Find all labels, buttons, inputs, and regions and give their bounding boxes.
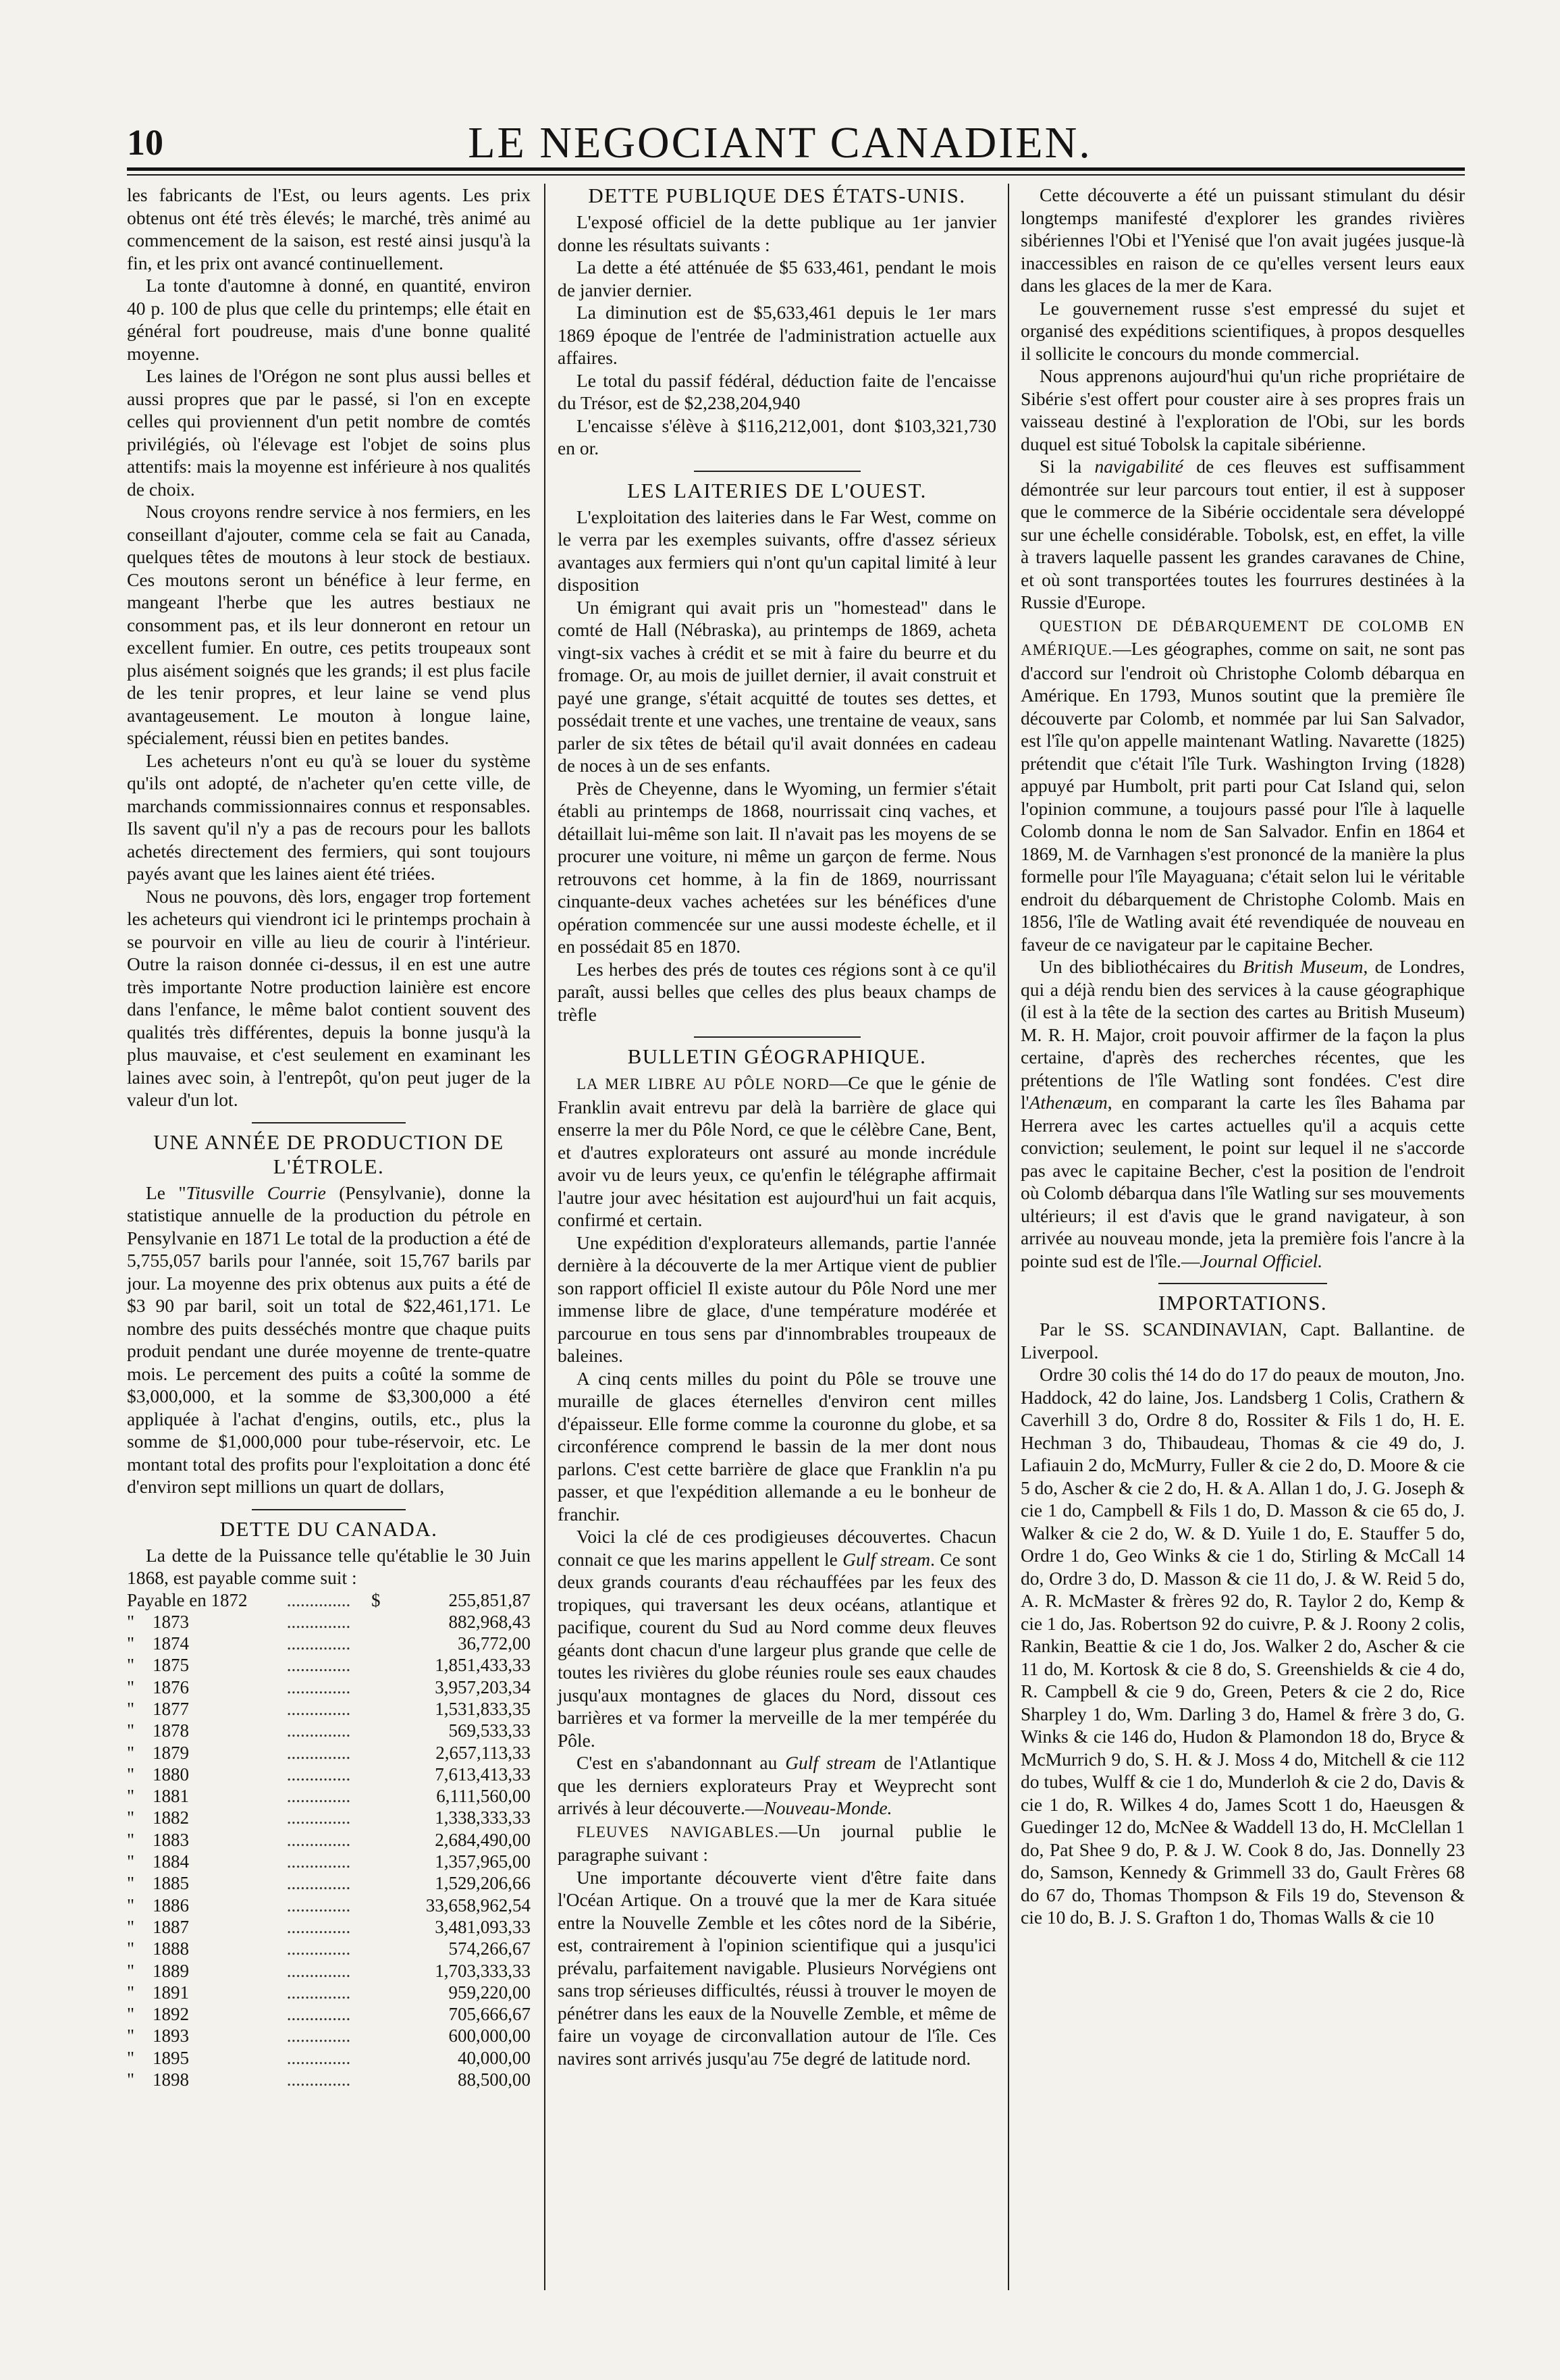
debt-year: " 1898 (127, 2069, 190, 2090)
headline-bulletin: BULLETIN GÉOGRAPHIQUE. (627, 1044, 927, 1068)
debt-currency (371, 1764, 392, 1785)
dot-leader: .............. (286, 2026, 351, 2046)
dot-leader: .............. (286, 1676, 351, 1697)
article-paragraph: les fabricants de l'Est, ou leurs agents. Les prix obtenus ont été très élevés; le marché, très animé au commencement de la saison, est resté ainsi jusqu'à la fin, et les prix ont avancé continuellement. (127, 184, 531, 273)
article-paragraph: Le gouvernement russe s'est empressé du sujet et organisé des expéditions scientifiques, à propos desquelles il sollicite le concours du monde commercial. (1021, 297, 1465, 364)
emphasis: Athenæum (1029, 1092, 1108, 1113)
article-paragraph: Près de Cheyenne, dans le Wyoming, un fermier s'était établi au printemps de 1868, nourrissait cinq vaches, et détaillait lui-même son lait. Il n'avait pas les moyens de se procurer une voiture, ni même un garçon de ferme. Nous retrouvons cet homme, à la fin de 1869, nourrissant cinquante-deux vaches achetées sur les bénéfices d'une opération commencée sur une aussi modeste échelle, et il en possédait 85 en 1870. (558, 777, 996, 957)
text-run: Un des bibliothécaires du (1040, 956, 1243, 977)
text-run: de l'Atlantique que les derniers explorateurs Pray et Weyprecht sont arrivés à leur découverte.— (558, 1752, 996, 1818)
debt-year: " 1893 (127, 2026, 190, 2046)
article-paragraph (1021, 955, 1465, 1272)
article-paragraph (1021, 455, 1465, 614)
debt-currency (371, 1698, 392, 1720)
debt-currency (371, 1807, 392, 1828)
debt-row (127, 1829, 531, 1851)
dot-leader: .............. (286, 1655, 351, 1676)
emphasis: Gulf stream (785, 1752, 876, 1773)
debt-currency (371, 1654, 392, 1676)
article-paragraph: Nous ne pouvons, dès lors, engager trop fortement les acheteurs qui viendront ici le printemps prochain à se pourvoir en ville au lieu de courir à l'intérieur. Outre la raison donnée ci-dessus, il en est une autre très importante Notre production lainière est encore dans l'enfance, le même balot contient souvent des qualités très différentes, depuis la bonne jusqu'à la plus mauvaise, et c'est seulement en examinant les laines avec soin, à l'entrepôt, qu'on peut juger de la valeur d'un lot. (127, 885, 531, 1110)
debt-row (127, 1938, 531, 1959)
debt-currency (371, 2047, 392, 2069)
debt-row (127, 1720, 531, 1741)
debt-currency (371, 2069, 392, 2090)
debt-amount: 1,338,333,33 (435, 1807, 531, 1828)
debt-row (127, 1611, 531, 1633)
debt-year: " 1889 (127, 1960, 190, 1981)
text-run: Le " (146, 1182, 186, 1203)
text-run: —Ce que le génie de Franklin avait entrevu par delà la barrière de glace qui enserre la mer du Pôle Nord, ce que le célèbre Cane, Bent, et d'autres explorateurs ont assuré au monde incrédule avoir vu de leurs yeux, ce qu'enfin le télégraphe affirmait l'autre jour avec hésitation est aujourd'hui un fait acquis, confirmé et certain. (558, 1072, 997, 1230)
debt-currency (371, 1851, 392, 1872)
dot-leader: .............. (286, 1764, 351, 1784)
page-number: 10 (127, 122, 163, 163)
debt-currency (371, 1785, 392, 1807)
header-rule-thick (127, 167, 1465, 171)
text-run: de ces fleuves est suffisamment démontrée sur leur parcours tout entier, il est à supposer que le commerce de la Sibérie occidentale sera développé sur une échelle considérable. Tobolsk, est, en effet, la ville à travers laquelle passent les grandes caravanes de Chine, et où sont transportées toutes les fourrures destinées à la Russie d'Europe. (1021, 456, 1465, 612)
debt-row (127, 2025, 531, 2046)
debt-year: " 1884 (127, 1851, 190, 1872)
dot-leader: .............. (286, 1589, 351, 1610)
section-separator (694, 471, 861, 472)
article-paragraph: Un émigrant qui avait pris un "homestead" dans le comté de Hall (Nébraska), au printemps de 1869, acheta vingt-six vaches à crédit et se mit à faire du beurre et du fromage. Or, au mois de juillet dernier, il avait construit et payé une grange, s'était acquitté de toutes ses dettes, et possédait trente et une vaches, une trentaine de veaux, sans parler de six têtes de bétail qu'il avait données en cadeau de noces à un de ses enfants. (558, 596, 996, 776)
debt-amount: 569,533,33 (448, 1720, 531, 1741)
debt-currency (371, 1938, 392, 1959)
source-name: Nouveau-Monde. (763, 1797, 892, 1818)
debt-amount: 2,657,113,33 (435, 1742, 531, 1763)
debt-amount: 6,111,560,00 (436, 1786, 531, 1807)
debt-row (127, 2003, 531, 2025)
article-paragraph: Une expédition d'explorateurs allemands, partie l'année dernière à la découverte de la mer Artique vient de publier son rapport officiel Il existe autour du Pôle Nord une mer immense libre de glace, d'une température modérée et parcourue en tous sens par d'innombrables troupeaux de baleines. (558, 1232, 996, 1366)
dot-leader: .............. (286, 1960, 351, 1981)
debt-currency (371, 1960, 392, 1982)
dot-leader: .............. (286, 1742, 351, 1763)
debt-row (127, 1785, 531, 1807)
debt-amount: 574,266,67 (448, 1938, 531, 1959)
article-paragraph: La tonte d'automne à donné, en quantité, environ 40 p. 100 de plus que celle du printemps; elle était en général fort poudreuse, mais d'une bonne qualité moyenne. (127, 275, 531, 364)
debt-currency (371, 1720, 392, 1741)
headline-laiteries: LES LAITERIES DE L'OUEST. (627, 478, 927, 502)
debt-year: " 1881 (127, 1786, 190, 1807)
debt-year: " 1887 (127, 1916, 190, 1937)
debt-row (127, 1742, 531, 1764)
text-run: —Un journal publie le paragraphe suivant : (558, 1820, 996, 1865)
debt-currency (371, 1829, 392, 1851)
section-separator (694, 1036, 861, 1038)
article-paragraph: Les acheteurs n'ont eu qu'à se louer du système qu'ils ont adopté, de n'acheter qu'en cette ville, de marchands commissionnaires connus et responsables. Ils savent qu'il n'y a pas de recours pour les ballots achetés directement des fermiers, qui sont toujours payés avant que les laines aient été triées. (127, 749, 531, 884)
text-run: , de Londres, qui a déjà rendu bien des services à la cause géographique (il est à la tête de la section des cartes au British Museum) M. R. H. Major, croit pouvoir affirmer de la façon la plus certaine, d'après des recherches récentes, que les prétentions de l'île Watling sont fondées. C'est dire l' (1021, 956, 1465, 1113)
article-paragraph: L'exposé officiel de la dette publique au 1er janvier donne les résultats suivants : (558, 211, 996, 255)
debt-row (127, 1676, 531, 1698)
debt-amount: 1,357,965,00 (435, 1851, 531, 1872)
debt-amount: 3,481,093,33 (435, 1916, 531, 1937)
emphasis: British Museum (1243, 956, 1364, 977)
debt-amount: 36,772,00 (458, 1633, 531, 1654)
debt-year: " 1873 (127, 1611, 190, 1632)
debt-row (127, 1698, 531, 1720)
column-divider (1008, 184, 1009, 2290)
source-name: Journal Officiel. (1200, 1250, 1323, 1271)
headline-petrole: UNE ANNÉE DE PRODUCTION DE L'ÉTROLE. (153, 1130, 504, 1178)
debt-row (127, 1960, 531, 1982)
debt-year: " 1891 (127, 1982, 190, 2003)
debt-year: " 1879 (127, 1742, 190, 1763)
debt-amount: 1,529,206,66 (435, 1873, 531, 1894)
text-run: , en comparant la carte les îles Bahama par Herrera avec les cartes actuelles qu'il a acquis cette conviction; seulement, le point sur lequel il ne s'accorde pas avec le capitaine Becher, c'est la position de l'endroit où Colomb débarqua dans l'île Watling sur ses mouvements ultérieurs; il est d'avis que le grand navigateur, à son arrivée au nouveau monde, jeta la première fois l'ancre à la pointe sud est de l'île.— (1021, 1092, 1465, 1271)
dot-leader: .............. (286, 1916, 351, 1937)
debt-amount: 7,613,413,33 (435, 1764, 531, 1784)
debt-amount: 33,658,962,54 (425, 1895, 531, 1915)
debt-amount: 1,851,433,33 (435, 1655, 531, 1676)
subheading-lead: QUESTION DE DÉBARQUEMENT DE COLOMB EN AMÉRIQUE. (1021, 617, 1465, 658)
debt-year: " 1895 (127, 2047, 190, 2068)
newspaper-title: LE NEGOCIANT CANADIEN. (468, 118, 1092, 167)
text-run: Voici la clé de ces prodigieuses découvertes. Chacun connait ce que les marins appellent le (558, 1526, 996, 1570)
debt-year: " 1892 (127, 2004, 190, 2025)
article-paragraph: La dette de la Puissance telle qu'établie le 30 Juin 1868, est payable comme suit : (127, 1544, 531, 1588)
debt-year: " 1874 (127, 1633, 190, 1654)
text-run: C'est en s'abandonnant au (576, 1752, 786, 1773)
debt-row (127, 1589, 531, 1611)
debt-amount: 600,000,00 (448, 2026, 531, 2046)
article-paragraph: Nous apprenons aujourd'hui qu'un riche propriétaire de Sibérie s'est offert pour couster aire à ses propres frais un vaisseau destiné à l'exploration de l'Obi, sur les bords duquel est situé Tobolsk la capitale sibérienne. (1021, 365, 1465, 454)
dot-leader: .............. (286, 1633, 351, 1654)
masthead (0, 108, 1560, 182)
dot-leader: .............. (286, 1611, 351, 1632)
debt-amount: 959,220,00 (448, 1982, 531, 2003)
debt-year: " 1876 (127, 1676, 190, 1697)
dot-leader: .............. (286, 1982, 351, 2003)
headline-dette-canada: DETTE DU CANADA. (219, 1516, 438, 1541)
debt-amount: 3,957,203,34 (435, 1676, 531, 1697)
debt-currency (371, 1633, 392, 1654)
debt-amount: 1,531,833,35 (435, 1698, 531, 1719)
headline-dette-us: DETTE PUBLIQUE DES ÉTATS-UNIS. (588, 184, 966, 207)
dot-leader: .............. (286, 2004, 351, 2025)
debt-amount: 1,703,333,33 (435, 1960, 531, 1981)
debt-currency (371, 2003, 392, 2025)
column-2 (558, 184, 996, 2069)
debt-currency (371, 1611, 392, 1633)
article-paragraph: Ordre 30 colis thé 14 do do 17 do peaux de mouton, Jno. Haddock, 42 do laine, Jos. Landsberg 1 Colis, Crathern & Caverhill 3 do, Ordre 8 do, Rossiter & Fils 1 do, H. E. Hechman 3 do, Thibaudeau, Thomas & cie 49 do, J. Lafiauin 2 do, McMurry, Fuller & cie 2 do, D. Moore & cie 5 do, Ascher & cie 2 do, H. & A. Allan 1 do, J. G. Joseph & cie 1 do, Campbell & Fils 1 do, D. Masson & cie 65 do, J. Walker & cie 2 do, W. & D. Yuile 1 do, E. Stauffer 5 do, Ordre 1 do, Geo Winks & cie 1 do, Stirling & McCall 14 do, Ordre 3 do, D. Masson & cie 11 do, J. & W. Reid 5 do, A. R. McMaster & frères 92 do, R. Taylor 2 do, Kemp & cie 1 do, Jas. Robertson 92 do cuivre, P. & J. Roony 2 colis, Rankin, Beattie & cie 1 do, Jos. Walker 2 do, Ascher & cie 11 do, M. Kortosk & cie 8 do, S. Greenshields & cie 4 do, R. Campbell & cie 9 do, Green, Peters & cie 2 do, Rice Sharpley 1 do, Wm. Darling 3 do, Hamel & frère 3 do, G. Winks & cie 146 do, Hudon & Plamondon 18 do, Bryce & McMurrich 9 do, S. H. & J. Moss 4 do, Mitchell & cie 112 do tubes, Wulff & cie 1 do, Munderloh & cie 2 do, Davis & cie 1 do, R. Wilkes 4 do, James Scott 1 do, Haeusgen & Guedinger 12 do, McNee & Waddell 13 do, H. McClellan 1 do, Pat Shee 9 do, P. & J. W. Cook 8 do, Jas. Donnelly 23 do, Samson, Kennedy & Grimmell 33 do, Gault Frères 68 do 67 do, Thomas Thompson & Fils 19 do, Stevenson & cie 10 do, B. J. S. Grafton 1 do, Thomas Walls & cie 10 (1021, 1364, 1465, 1928)
article-paragraph (1021, 614, 1465, 956)
debt-row (127, 1851, 531, 1872)
debt-year: " 1880 (127, 1764, 190, 1784)
debt-row (127, 1916, 531, 1938)
text-run: . Ce sont deux grands courants d'eau réchauffées par les feux des tropiques, qui traversant les deux océans, atlantique et pacifique, courent du Sud au Nord comme deux fleuves géants dont chacun d'une largeur plus grande que celle de toutes les rivières du globe réunies roule ses eaux chaudes jusqu'aux montagnes de glaces du Nord, dissout ces barrières et va former la merveille de la mer tempérée du Pôle. (558, 1548, 997, 1751)
debt-currency (371, 1676, 392, 1698)
subheading-lead: FLEUVES NAVIGABLES. (576, 1823, 780, 1841)
debt-currency (371, 1895, 392, 1916)
source-name: Titusville Courrie (186, 1182, 326, 1203)
debt-year: " 1875 (127, 1655, 190, 1676)
debt-amount: 882,968,43 (448, 1611, 531, 1632)
debt-year: " 1885 (127, 1873, 190, 1894)
article-paragraph: Les herbes des prés de toutes ces régions sont à ce qu'il paraît, aussi belles que celles des plus beaux champs de trèfle (558, 958, 996, 1025)
dot-leader: .............. (286, 1873, 351, 1894)
dot-leader: .............. (286, 1698, 351, 1719)
article-paragraph: Par le SS. SCANDINAVIAN, Capt. Ballantine. de Liverpool. (1021, 1319, 1465, 1363)
debt-row (127, 1872, 531, 1894)
dot-leader: .............. (286, 1938, 351, 1959)
dot-leader: .............. (286, 1720, 351, 1741)
debt-year: Payable en 1872 (127, 1589, 248, 1610)
debt-row (127, 1764, 531, 1785)
article-paragraph: Une importante découverte vient d'être faite dans l'Océan Artique. On a trouvé que la mer de Kara située entre la Nouvelle Zemble et les côtes nord de la Sibérie, est, contrairement à l'opinion scientifique qui a jusqu'ici prévalu, parfaitement navigable. Plusieurs Norvégiens ont sans trop sérieuses difficultés, réussi à trouver le moyen de pénétrer dans les eaux de la Nouvelle Zemble, et même de faire un voyage de circonvallation autour de l'île. Ces navires sont arrivés jusqu'au 75e degré de latitude nord. (558, 1866, 996, 2069)
dot-leader: .............. (286, 1895, 351, 1915)
debt-currency (371, 1916, 392, 1938)
debt-row (127, 2047, 531, 2069)
debt-currency (371, 1872, 392, 1894)
article-paragraph (558, 1820, 996, 1866)
article-paragraph (127, 1182, 531, 1498)
debt-table (127, 1589, 531, 2091)
article-paragraph: Cette découverte a été un puissant stimulant du désir longtemps manifesté d'explorer les grandes rivières sibériennes l'Obi et l'Yenisé que l'on avait jugées jusque-là inaccessibles en raison de ce qu'elles versent leurs eaux dans les glaces de la mer de Kara. (1021, 184, 1465, 296)
debt-row (127, 1895, 531, 1916)
article-paragraph (558, 1072, 996, 1232)
header-rule-thin (127, 174, 1465, 176)
column-divider (544, 184, 545, 2290)
debt-currency (371, 2025, 392, 2046)
article-paragraph: Les laines de l'Orégon ne sont plus aussi belles et aussi propres que par le passé, si l'on en excepte celles qui proviennent d'un petit nombre de comtés privilégiés, où l'élevage est l'objet de soins plus attentifs: mais la moyenne est inférieure à nos qualités de choix. (127, 365, 531, 500)
debt-year: " 1882 (127, 1807, 190, 1828)
article-paragraph: L'encaisse s'élève à $116,212,001, dont $103,321,730 en or. (558, 415, 996, 458)
article-paragraph (558, 1751, 996, 1820)
debt-year: " 1888 (127, 1938, 190, 1959)
dot-leader: .............. (286, 2069, 351, 2090)
debt-amount: 40,000,00 (458, 2047, 531, 2068)
headline-importations: IMPORTATIONS. (1158, 1291, 1328, 1315)
debt-year: " 1878 (127, 1720, 190, 1741)
debt-amount: 705,666,67 (448, 2004, 531, 2025)
debt-year: " 1877 (127, 1698, 190, 1719)
debt-amount: 255,851,87 (448, 1589, 531, 1610)
text-run: —Les géographes, comme on sait, ne sont pas d'accord sur l'endroit où Christophe Colomb débarqua en Amérique. En 1793, Munos soutint que la première île découverte par Colomb, et nommée par lui San Salvador, est l'île qu'on appelle maintenant Watling. Navarette (1825) prétendit que c'était l'île Turk. Washington Irving (1828) appuyé par Humbolt, prit parti pour Cat Island qui, selon l'opinion commune, a toujours passé pour l'île à laquelle Colomb donna le nom de San Salvador. Enfin en 1864 et 1869, M. de Varnhagen s'est prononcé de la manière la plus formelle pour l'île Mayaguana; c'était selon lui le véritable endroit du débarquement de Christophe Colomb. Mais en 1856, l'île de Watling avait été revendiquée de nouveau en faveur de ce navigateur par le capitaine Becher. (1021, 638, 1465, 955)
debt-row (127, 1982, 531, 2003)
dot-leader: .............. (286, 2047, 351, 2068)
debt-currency (371, 1982, 392, 2003)
text-run: Si la (1040, 456, 1095, 477)
debt-year: " 1883 (127, 1829, 190, 1850)
text-run: (Pensylvanie), donne la statistique annuelle de la production du pétrole en Pensylvanie en 1871 Le total de la production a été de 5,755,057 barils pour l'année, soit 15,767 barils par jour. La moyenne des prix obtenus aux puits a été de $3 90 par baril, soit un total de $22,461,171. Le nombre des puits desséchés montre que chaque puits produit pendant une durée moyenne de trente-quatre mois. Le percement des puits a coûté la somme de $3,000,000, et la somme de $3,300,000 a été appliquée à l'achat d'engins, outils, etc., plus la somme de $1,000,000 pour tube-réservoir, etc. Le montant total des profits pour l'exploitation a donc été d'environ sept millions un quart de dollars, (127, 1182, 531, 1497)
emphasis: navigabilité (1094, 456, 1183, 477)
article-paragraph: A cinq cents milles du point du Pôle se trouve une muraille de glaces éternelles d'environ cent milles d'épaisseur. Elle forme comme la couronne du globe, et sa circonférence comprend le bassin de la mer dont nous parlons. C'est cette barrière de glace que Franklin n'a pu passer, et que l'expédition allemande a eu le bonheur de franchir. (558, 1367, 996, 1525)
article-paragraph: Le total du passif fédéral, déduction faite de l'encaisse du Trésor, est de $2,238,204,940 (558, 369, 996, 413)
subheading-lead: LA MER LIBRE AU PÔLE NORD (576, 1076, 830, 1092)
column-3 (1021, 184, 1465, 1929)
debt-currency: $ (371, 1589, 381, 1610)
debt-row (127, 1633, 531, 1654)
article-paragraph: La diminution est de $5,633,461 depuis le 1er mars 1869 époque de l'entrée de l'administration actuelle aux affaires. (558, 302, 996, 368)
column-1 (127, 184, 531, 2090)
debt-row (127, 2069, 531, 2090)
section-separator (1158, 1283, 1327, 1284)
dot-leader: .............. (286, 1851, 351, 1872)
article-paragraph (558, 1525, 996, 1751)
dot-leader: .............. (286, 1829, 351, 1850)
dot-leader: .............. (286, 1807, 351, 1828)
article-paragraph: Nous croyons rendre service à nos fermiers, en les conseillant d'ajouter, comme cela se fait au Canada, quelques têtes de moutons à leur stock de bestiaux. Ces moutons seront un bénéfice à leur ferme, en mangeant l'herbe que les autres bestiaux ne consomment pas, et ils leur donneront en retour un excellent fumier. En outre, ces petits troupeaux sont plus aisément soignés que les grands; il est plus facile de les tenir propres, et leur laine se vend plus avantageusement. Le mouton à longue laine, spécialement, réussi bien en petites bandes. (127, 501, 531, 748)
article-paragraph: L'exploitation des laiteries dans le Far West, comme on le verra par les exemples suivants, offre d'assez sérieux avantages aux fermiers qui n'ont qu'un capital limité à leur disposition (558, 506, 996, 595)
article-paragraph: La dette a été atténuée de $5 633,461, pendant le mois de janvier dernier. (558, 257, 996, 300)
section-separator (252, 1122, 405, 1123)
dot-leader: .............. (286, 1786, 351, 1807)
section-separator (252, 1509, 405, 1510)
debt-year: " 1886 (127, 1895, 190, 1915)
debt-amount: 2,684,490,00 (435, 1829, 531, 1850)
debt-currency (371, 1742, 392, 1764)
debt-amount: 88,500,00 (458, 2069, 531, 2090)
debt-row (127, 1807, 531, 1828)
emphasis: Gulf stream (842, 1548, 931, 1570)
debt-row (127, 1654, 531, 1676)
